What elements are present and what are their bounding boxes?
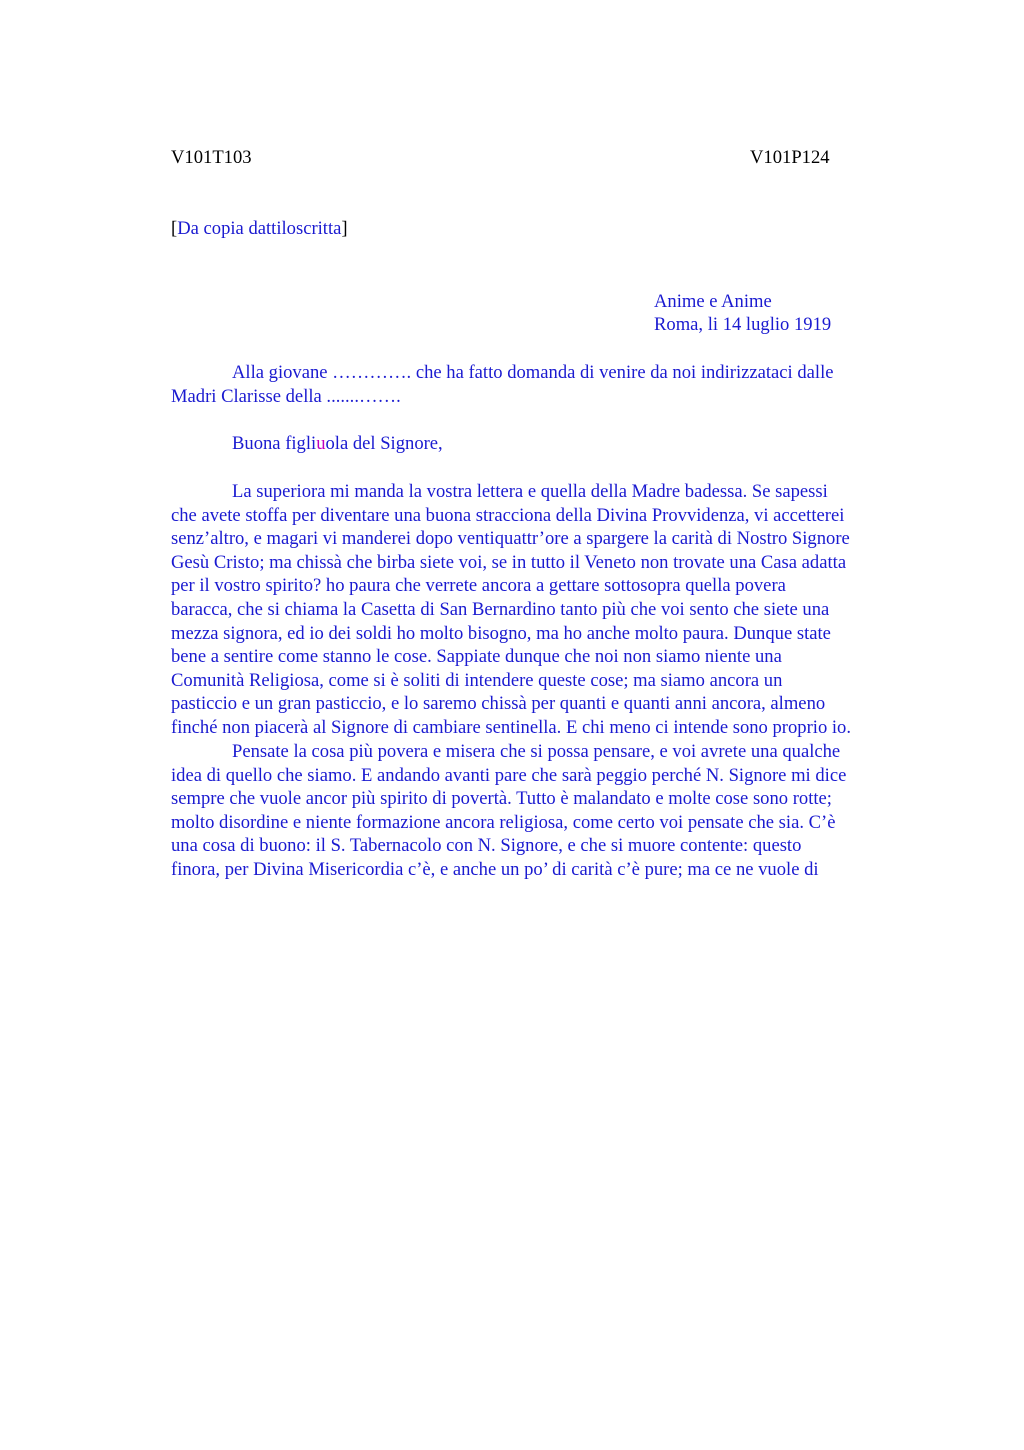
body-line: baracca, che si chiama la Casetta di San Bernardino tanto più che voi sento che siete una	[171, 598, 830, 620]
source-note-text: Da copia dattiloscritta	[177, 218, 342, 239]
body-line: mezza signora, ed io dei soldi ho molto bisogno, ma ho anche molto paura. Dunque state	[171, 622, 831, 644]
addressee-paragraph	[171, 361, 933, 408]
body-line: bene a sentire come stanno le cose. Sappiate dunque che noi non siamo niente una	[171, 646, 782, 668]
body-line: pasticcio e un gran pasticcio, e lo saremo chissà per quanti e quanti anni ancora, almeno	[171, 693, 826, 715]
body-line: senz’altro, e magari vi manderei dopo ventiquattr’ore a spargere la carità di Nostro Signore	[171, 528, 850, 550]
salutation	[171, 432, 933, 456]
letter-header-date: Roma, li 14 luglio 1919	[654, 314, 832, 335]
source-note	[171, 217, 348, 241]
body-line: Pensate la cosa più povera e misera che si possa pensare, e voi avrete una qualche	[232, 741, 841, 762]
body-line: idea di quello che siamo. E andando avanti pare che sarà peggio perché N. Signore mi dice	[171, 764, 847, 786]
body-line: per il vostro spirito? ho paura che verrete ancora a gettare sottosopra quella povera	[171, 575, 786, 597]
body-line: sempre che vuole ancor più spirito di povertà. Tutto è malandato e molte cose sono rotte;	[171, 788, 832, 810]
salutation-part1: Buona figli	[232, 433, 317, 454]
salutation-highlight: u	[316, 433, 326, 454]
body-line: che avete stoffa per diventare una buona stracciona della Divina Provvidenza, vi accetterei	[171, 504, 845, 526]
body-line: finora, per Divina Misericordia c’è, e anche un po’ di carità c’è pure; ma ce ne vuole di	[171, 858, 819, 880]
addressee-line: Madri Clarisse della .......…….	[171, 385, 401, 407]
body-paragraph-1	[171, 480, 933, 740]
body-paragraph-2	[171, 740, 933, 882]
body-line: una cosa di buono: il S. Tabernacolo con N. Signore, e che si muore contente: questo	[171, 835, 802, 857]
reference-code-left: V101T103	[171, 147, 252, 168]
body-line: La superiora mi manda la vostra lettera e quella della Madre badessa. Se sapessi	[232, 481, 828, 502]
salutation-part2: ola del Signore,	[325, 433, 443, 454]
body-line: molto disordine e niente formazione ancora religiosa, come certo voi pensate che sia. C’è	[171, 811, 836, 833]
letter-header-title: Anime e Anime	[654, 291, 772, 312]
body-line: finché non piacerà al Signore di cambiare sentinella. E chi meno ci intende sono proprio io.	[171, 716, 851, 738]
body-line: Comunità Religiosa, come si è soliti di intendere queste cose; ma siamo ancora un	[171, 669, 783, 691]
addressee-line: Alla giovane …………. che ha fatto domanda di venire da noi indirizzataci dalle	[232, 362, 834, 383]
reference-code-right: V101P124	[750, 147, 830, 168]
source-note-open-bracket: [	[171, 218, 178, 239]
source-note-close-bracket: ]	[341, 218, 348, 239]
body-line: Gesù Cristo; ma chissà che birba siete voi, se in tutto il Veneto non trovate una Casa adatta	[171, 551, 847, 573]
